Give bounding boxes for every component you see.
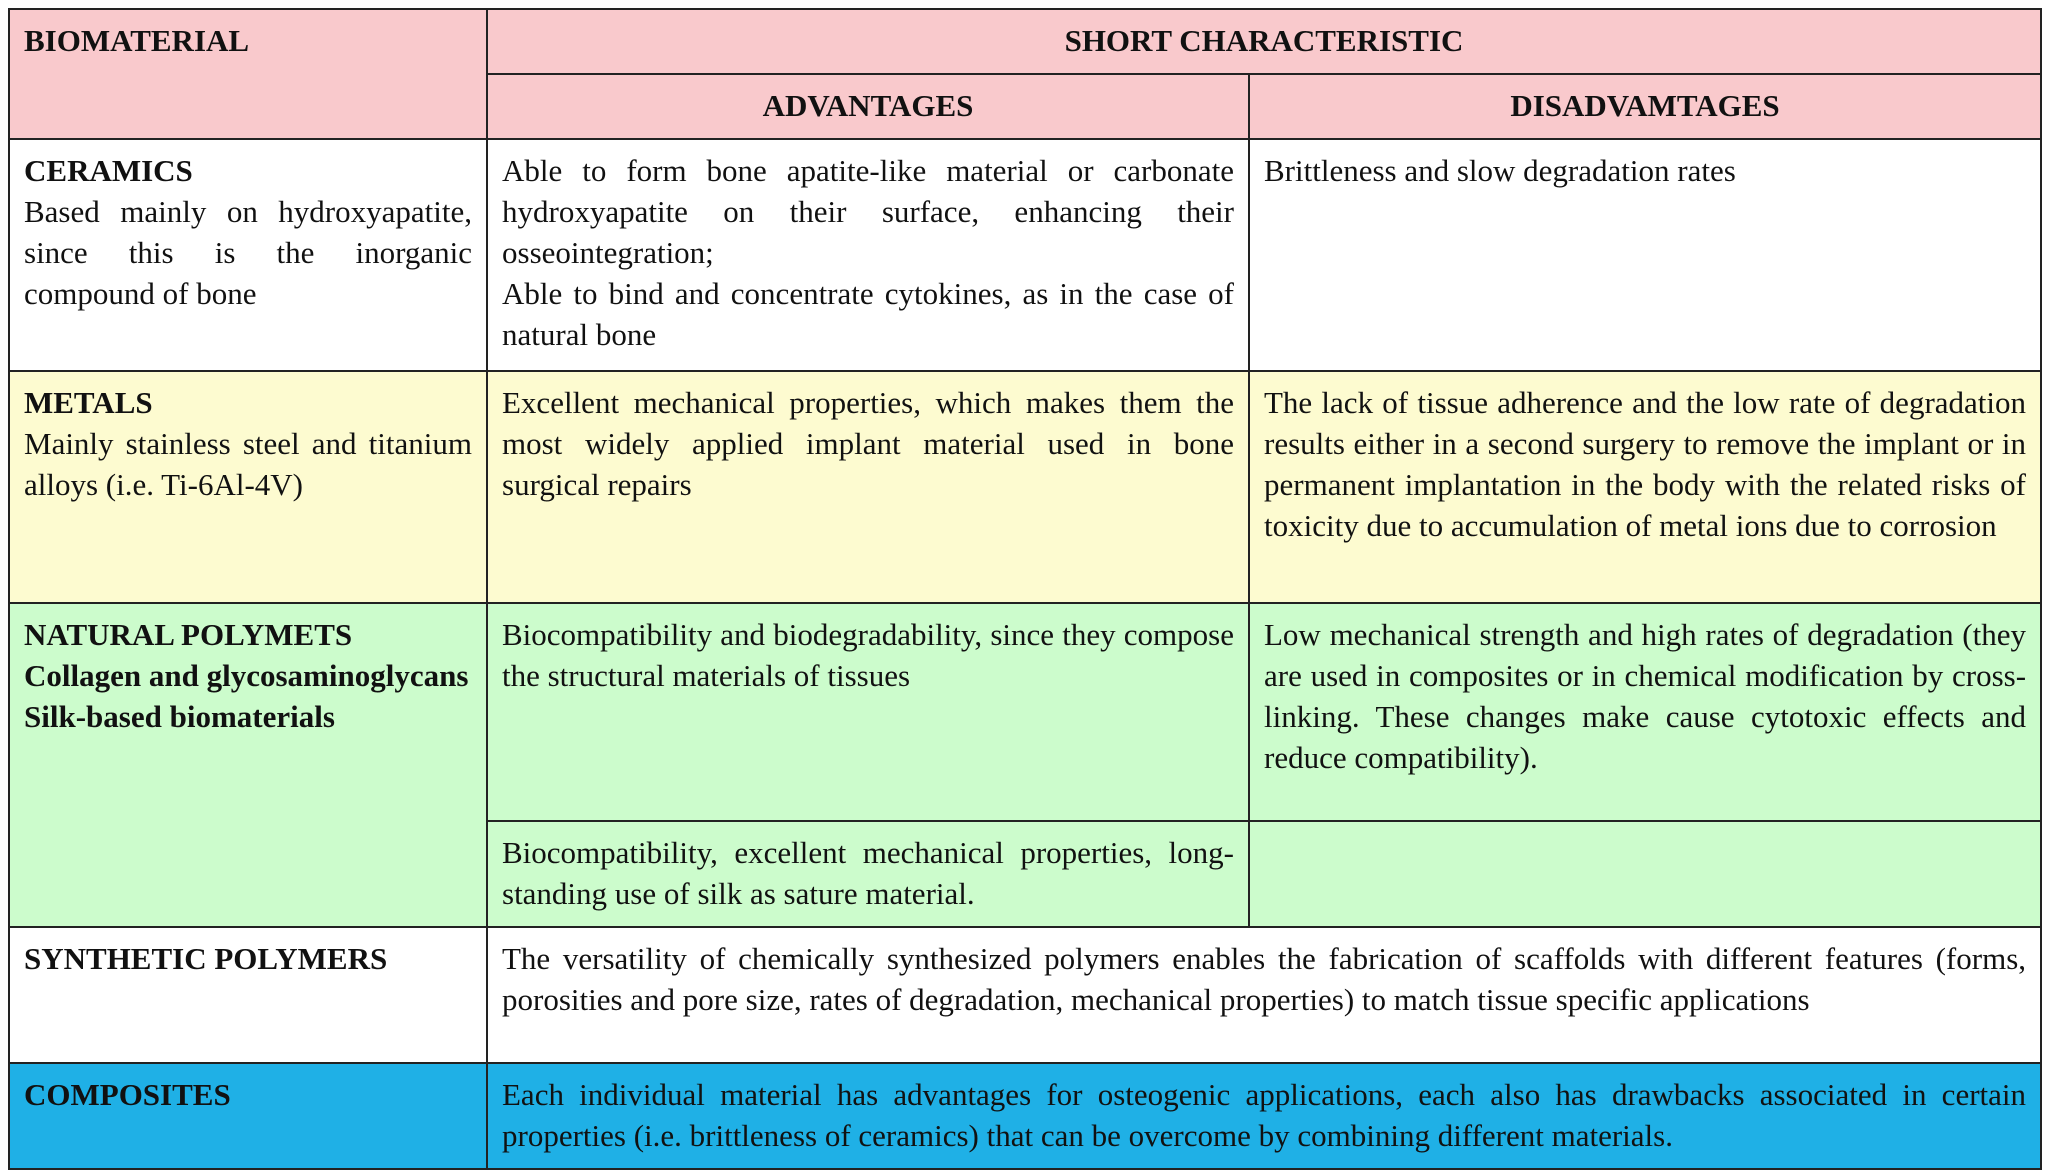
silk-disadvantages-cell xyxy=(1249,821,2041,927)
metals-advantages-cell: Excellent mechanical properties, which makes them the most widely applied implant material used in bone surgical repairs xyxy=(487,371,1249,603)
natural-polymers-material-cell xyxy=(9,603,487,927)
natural-polymers-subtype-collagen: Collagen and glycosaminoglycans xyxy=(24,658,469,693)
table-row-synthetic-polymers xyxy=(9,927,2041,1063)
composites-material-cell xyxy=(9,1063,487,1169)
header-short-characteristic: SHORT CHARACTERISTIC xyxy=(487,9,2041,74)
synthetic-polymers-title: SYNTHETIC POLYMERS xyxy=(24,941,388,976)
table-row-metals xyxy=(9,371,2041,603)
biomaterials-table xyxy=(8,8,2042,1170)
header-disadvantages: DISADVAMTAGES xyxy=(1249,74,2041,139)
metals-title: METALS xyxy=(24,385,153,420)
header-biomaterial: BIOMATERIAL xyxy=(9,9,487,139)
ceramics-disadvantages-cell: Brittleness and slow degradation rates xyxy=(1249,139,2041,371)
silk-advantages-cell: Biocompatibility, excellent mechanical properties, long-standing use of silk as sature material. xyxy=(487,821,1249,927)
ceramics-advantage-2: Able to bind and concentrate cytokines, as in the case of natural bone xyxy=(502,276,1234,352)
ceramics-advantages-cell xyxy=(487,139,1249,371)
metals-material-cell xyxy=(9,371,487,603)
header-row-1 xyxy=(9,9,2041,74)
metals-description: Mainly stainless steel and titanium alloys (i.e. Ti-6Al-4V) xyxy=(24,426,472,502)
natural-polymers-subtype-silk: Silk-based biomaterials xyxy=(24,699,335,734)
table-row-natural-polymers-collagen xyxy=(9,603,2041,821)
ceramics-title: CERAMICS xyxy=(24,153,193,188)
metals-disadvantages-cell: The lack of tissue adherence and the low rate of degradation results either in a second surgery to remove the implant or in permanent implantation in the body with the related risks of toxicity due to accumulation of metal ions due to corrosion xyxy=(1249,371,2041,603)
ceramics-material-cell xyxy=(9,139,487,371)
ceramics-advantage-1: Able to form bone apatite-like material or carbonate hydroxyapatite on their surface, enhancing their osseointegration; xyxy=(502,153,1234,270)
synthetic-polymers-characteristic-cell: The versatility of chemically synthesized polymers enables the fabrication of scaffolds with different features (forms, porosities and pore size, rates of degradation, mechanical properties) to match tissue specific applications xyxy=(487,927,2041,1063)
composites-characteristic-cell: Each individual material has advantages for osteogenic applications, each also has drawbacks associated in certain properties (i.e. brittleness of ceramics) that can be overcome by combining different materials. xyxy=(487,1063,2041,1169)
synthetic-polymers-material-cell xyxy=(9,927,487,1063)
ceramics-description: Based mainly on hydroxyapatite, since this is the inorganic compound of bone xyxy=(24,194,472,311)
collagen-advantages-cell: Biocompatibility and biodegradability, since they compose the structural materials of tissues xyxy=(487,603,1249,821)
composites-title: COMPOSITES xyxy=(24,1077,231,1112)
table-row-ceramics xyxy=(9,139,2041,371)
table-row-composites xyxy=(9,1063,2041,1169)
natural-polymers-title: NATURAL POLYMETS xyxy=(24,617,353,652)
collagen-disadvantages-cell: Low mechanical strength and high rates of degradation (they are used in composites or in chemical modification by cross-linking. These changes make cause cytotoxic effects and reduce compatibility). xyxy=(1249,603,2041,821)
header-advantages: ADVANTAGES xyxy=(487,74,1249,139)
